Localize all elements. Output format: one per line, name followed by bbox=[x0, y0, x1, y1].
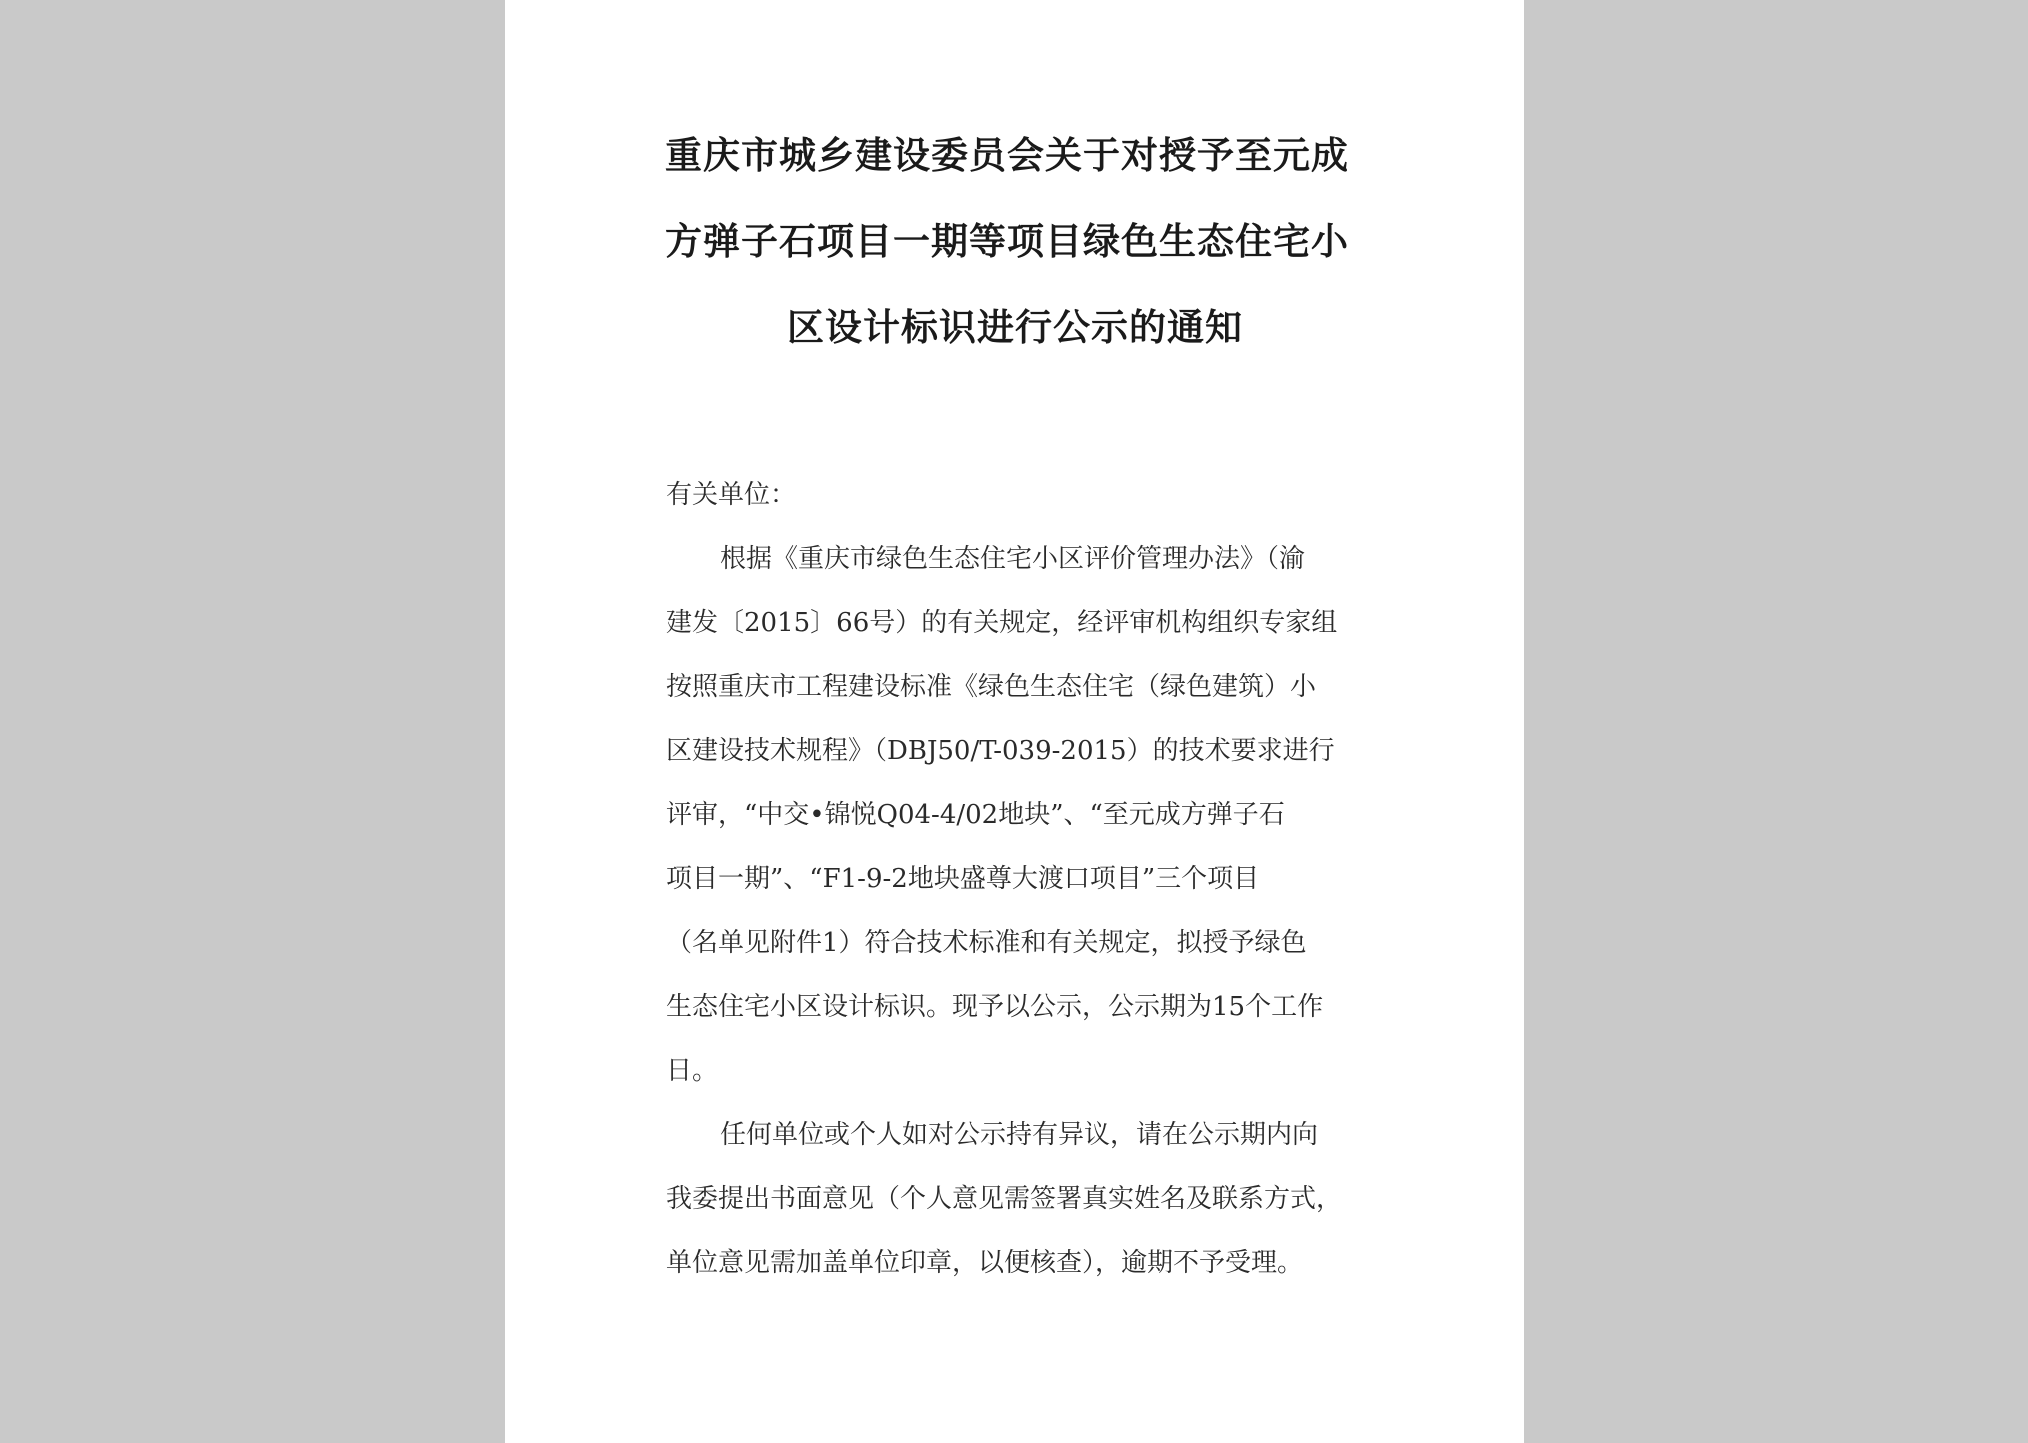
document-page bbox=[505, 0, 1524, 1443]
title-line: 重庆市城乡建设委员会关于对授予至元成 bbox=[665, 133, 1349, 177]
paragraph-line: 评审，“中交•锦悦Q04-4/02地块”、“至元成方弹子石 bbox=[666, 800, 1285, 830]
paragraph-line: 日。 bbox=[666, 1056, 719, 1086]
salutation: 有关单位： bbox=[666, 480, 797, 510]
document-title bbox=[665, 112, 1365, 370]
paragraph-line: 任何单位或个人如对公示持有异议，请在公示期内向 bbox=[720, 1120, 1319, 1150]
paragraph-line: 建发〔2015〕66号）的有关规定，经评审机构组织专家组 bbox=[666, 608, 1338, 638]
paragraph-line: 项目一期”、“F1-9-2地块盛尊大渡口项目”三个项目 bbox=[666, 864, 1260, 894]
title-line: 区设计标识进行公示的通知 bbox=[787, 305, 1243, 349]
paragraph-line: 我委提出书面意见（个人意见需签署真实姓名及联系方式， bbox=[666, 1184, 1343, 1214]
paragraph-line: 区建设技术规程》（DBJ50/T-039-2015）的技术要求进行 bbox=[666, 736, 1335, 766]
paragraph-line: 根据《重庆市绿色生态住宅小区评价管理办法》（渝 bbox=[720, 544, 1306, 574]
paragraph-1 bbox=[666, 527, 1396, 1103]
document-body bbox=[666, 463, 1396, 1295]
paragraph-line: 生态住宅小区设计标识。现予以公示，公示期为15个工作 bbox=[666, 992, 1324, 1022]
paragraph-line: 按照重庆市工程建设标准《绿色生态住宅（绿色建筑）小 bbox=[666, 672, 1317, 702]
title-line: 方弹子石项目一期等项目绿色生态住宅小 bbox=[665, 219, 1349, 263]
paragraph-line: 单位意见需加盖单位印章，以便核查），逾期不予受理。 bbox=[666, 1248, 1304, 1278]
paragraph-2 bbox=[666, 1103, 1396, 1295]
paragraph-line: （名单见附件1）符合技术标准和有关规定，拟授予绿色 bbox=[666, 928, 1307, 958]
